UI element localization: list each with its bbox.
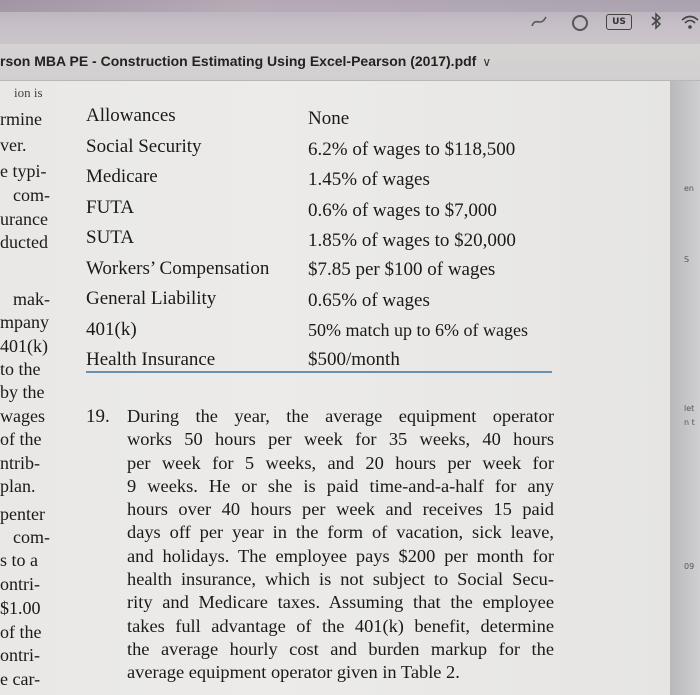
problem-line: per week for 5 weeks, and 20 hours per week for bbox=[127, 452, 554, 473]
margin-text-line: ion is bbox=[14, 85, 43, 100]
margin-text-line: ntrib- bbox=[0, 453, 40, 473]
chevron-down-icon[interactable]: ∨ bbox=[482, 55, 492, 69]
margin-text-line: mpany bbox=[0, 312, 49, 332]
problem-line: average equipment operator given in Table 2. bbox=[127, 662, 460, 683]
problem-line: health insurance, which is not subject to Social Secu- bbox=[127, 569, 554, 590]
table-row-value: $7.85 per $100 of wages bbox=[308, 259, 496, 280]
menu-bar bbox=[0, 0, 700, 44]
problem-line: days off per year in the form of vacation, sick leave, bbox=[127, 522, 554, 543]
document-title[interactable] bbox=[0, 53, 491, 69]
problem-line: takes full advantage of the 401(k) benefit, determine bbox=[127, 615, 554, 636]
margin-text-line: com- bbox=[13, 185, 50, 205]
margin-text-line: ontri- bbox=[0, 645, 40, 665]
adjacent-window-edge bbox=[670, 81, 700, 695]
window-title-bar bbox=[0, 44, 700, 81]
problem-line: During the year, the average equipment operator bbox=[127, 406, 554, 426]
table-row-value: 0.65% of wages bbox=[308, 290, 430, 311]
table-row-value: 1.85% of wages to $20,000 bbox=[308, 230, 516, 251]
table-row-label: Allowances bbox=[86, 105, 176, 126]
document-title-text: rson MBA PE - Construction Estimating Using Excel-Pearson (2017).pdf bbox=[0, 53, 477, 69]
problem-line: works 50 hours per week for 35 weeks, 40 hours bbox=[127, 429, 554, 450]
margin-text-line: ver. bbox=[0, 135, 27, 155]
margin-text-line: rmine bbox=[0, 109, 42, 129]
margin-text-line: of the bbox=[0, 429, 42, 449]
margin-text-line: mak- bbox=[13, 289, 50, 309]
table-row-label: SUTA bbox=[86, 227, 135, 248]
adjacent-window-fragment: n t bbox=[684, 418, 695, 427]
margin-text-line: plan. bbox=[0, 476, 36, 496]
table-row-value: 50% match up to 6% of wages bbox=[308, 320, 528, 340]
adjacent-window-fragment: en bbox=[684, 184, 694, 193]
input-source-icon[interactable]: US bbox=[606, 14, 632, 30]
problem-line: the average hourly cost and burden markup for the bbox=[127, 638, 554, 659]
problem-line: hours over 40 hours per week and receives 15 paid bbox=[127, 499, 554, 520]
problem-number: 19. bbox=[86, 406, 110, 427]
margin-text-line: 401(k) bbox=[0, 336, 48, 356]
table-row-label: 401(k) bbox=[86, 319, 137, 340]
menu-bar-background bbox=[0, 0, 700, 12]
bluetooth-icon[interactable] bbox=[650, 12, 662, 34]
adjacent-window-fragment: S bbox=[684, 255, 690, 264]
margin-text-line: ontri- bbox=[0, 574, 40, 594]
problem-line: rity and Medicare taxes. Assuming that the employee bbox=[127, 592, 554, 613]
table-row-value: 6.2% of wages to $118,500 bbox=[308, 139, 516, 160]
circle-icon[interactable] bbox=[572, 15, 588, 31]
wifi-icon[interactable] bbox=[680, 14, 700, 34]
table-row-label: FUTA bbox=[86, 197, 135, 218]
table-row-value: 0.6% of wages to $7,000 bbox=[308, 200, 497, 221]
margin-text-line: s to a bbox=[0, 550, 38, 570]
problem-text bbox=[127, 405, 554, 685]
margin-text-line: com- bbox=[13, 527, 50, 547]
margin-text-line: ducted bbox=[0, 232, 48, 252]
table-row-value: None bbox=[308, 108, 350, 129]
margin-text-line: e typi- bbox=[0, 161, 47, 181]
table-row-label: General Liability bbox=[86, 288, 217, 309]
table-row-value: 1.45% of wages bbox=[308, 169, 430, 190]
adjacent-window-fragment: 09 bbox=[684, 562, 695, 571]
margin-text-line: by the bbox=[0, 382, 45, 402]
table-row-label: Workers’ Compensation bbox=[86, 258, 270, 279]
margin-text-line: of the bbox=[0, 622, 42, 642]
margin-text-line: e car- bbox=[0, 669, 41, 689]
margin-text-line: wages bbox=[0, 406, 45, 426]
scribble-icon[interactable] bbox=[530, 14, 548, 34]
table-row-label: Medicare bbox=[86, 166, 158, 187]
margin-text-line: $1.00 bbox=[0, 598, 41, 618]
problem-line: 9 weeks. He or she is paid time-and-a-half for any bbox=[127, 475, 554, 496]
table-bottom-rule bbox=[86, 371, 552, 373]
table-row-label: Social Security bbox=[86, 136, 202, 157]
margin-text-line: penter bbox=[0, 504, 45, 524]
margin-text-line: to the bbox=[0, 359, 41, 379]
table-row-value: $500/month bbox=[308, 349, 400, 370]
margin-text-line: urance bbox=[0, 209, 48, 229]
problem-line: and holidays. The employee pays $200 per month for bbox=[127, 545, 554, 566]
adjacent-window-fragment: let bbox=[684, 404, 695, 413]
table-row-label: Health Insurance bbox=[86, 349, 216, 370]
